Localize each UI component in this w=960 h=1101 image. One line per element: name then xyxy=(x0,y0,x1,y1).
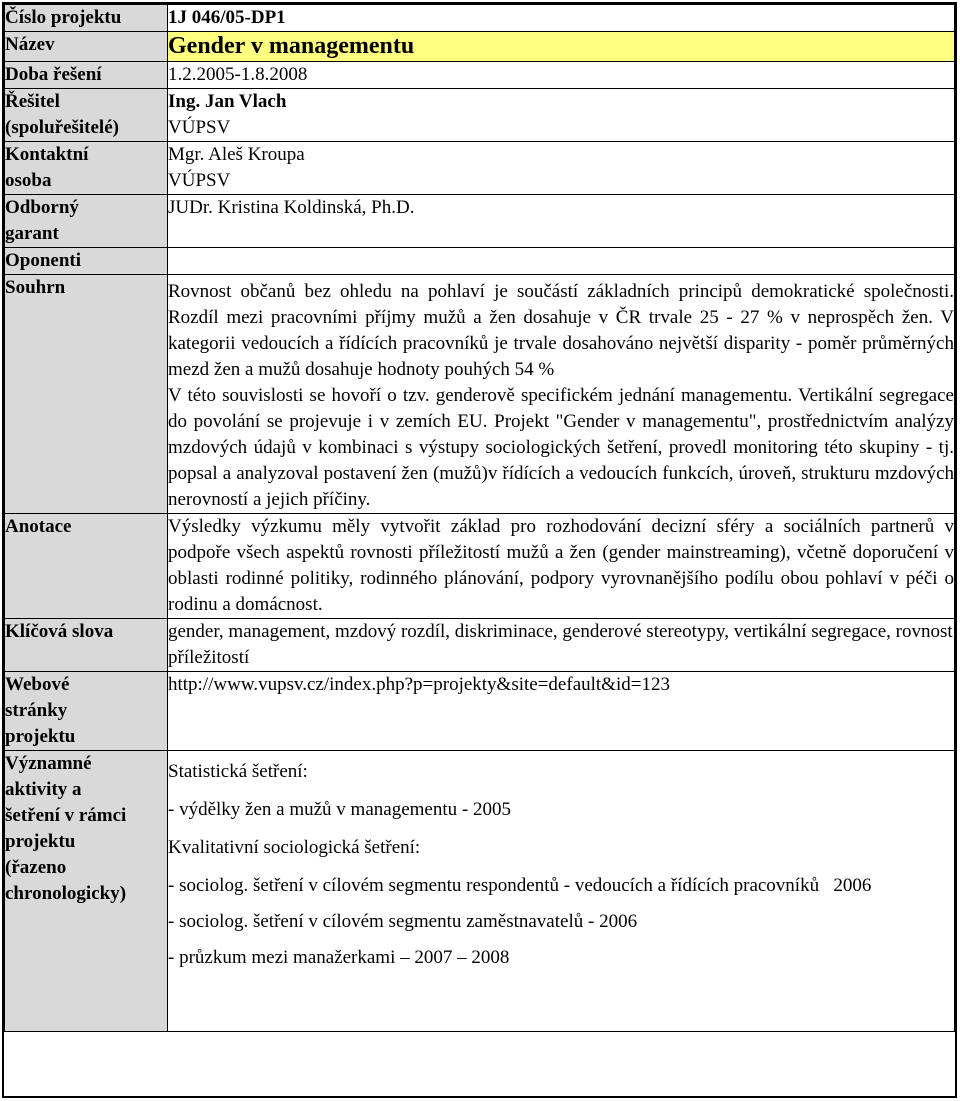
label-aktivity-line6: chronologicky) xyxy=(5,883,127,904)
aktivity-item: - sociolog. šetření v cílovém segmentu respondentů - vedoucích a řídících pracovníků 2006 xyxy=(168,875,872,896)
row-nazev xyxy=(5,32,955,62)
row-anotace xyxy=(5,514,955,619)
value-klicova-slova: gender, management, mzdový rozdíl, diskriminace, genderové stereotypy, vertikální segregace, rovnost příležitostí xyxy=(168,619,955,672)
label-resitel-line2: (spoluřešitelé) xyxy=(5,117,119,138)
project-url-link[interactable]: http://www.vupsv.cz/index.php?p=projekty&site=default&id=123 xyxy=(168,674,670,695)
value-anotace: Výsledky výzkumu měly vytvořit základ pro rozhodování decizní sféry a sociálních partnerů v podpoře všech aspektů rovnosti příležitostí mužů a žen (gender mainstreaming), včetně doporučení v oblasti rodinné politiky, rodinného plánování, podpory vyrovnanějšího podílu obou pohlaví v péči o rodinu a domácnost. xyxy=(168,514,955,619)
label-garant-line1: Odborný xyxy=(5,197,79,218)
kontakt-name: Mgr. Aleš Kroupa xyxy=(168,144,305,165)
project-table xyxy=(4,4,955,1032)
row-souhrn xyxy=(5,275,955,514)
label-webove-line1: Webové xyxy=(5,674,70,695)
value-kontaktni-osoba xyxy=(168,142,955,195)
value-doba-reseni: 1.2.2005-1.8.2008 xyxy=(168,62,955,89)
label-kontakt-line1: Kontaktní xyxy=(5,144,89,165)
value-webove-stranky xyxy=(168,672,955,751)
label-cislo-projektu: Číslo projektu xyxy=(5,5,168,32)
row-resitel xyxy=(5,89,955,142)
label-aktivity-line1: Významné xyxy=(5,753,92,774)
label-doba-reseni: Doba řešení xyxy=(5,62,168,89)
label-aktivity-line4: projektu xyxy=(5,831,76,852)
value-vyznamne-aktivity xyxy=(168,751,955,1032)
project-sheet xyxy=(2,2,957,1098)
label-resitel xyxy=(5,89,168,142)
label-vyznamne-aktivity xyxy=(5,751,168,1032)
label-aktivity-line3: šetření v rámci xyxy=(5,805,127,826)
aktivity-item: Kvalitativní sociologická šetření: xyxy=(168,837,421,858)
label-oponenti: Oponenti xyxy=(5,248,168,275)
value-odborny-garant: JUDr. Kristina Koldinská, Ph.D. xyxy=(168,195,955,248)
row-doba xyxy=(5,62,955,89)
label-resitel-line1: Řešitel xyxy=(5,91,60,112)
label-nazev: Název xyxy=(5,32,168,62)
row-oponenti xyxy=(5,248,955,275)
souhrn-paragraph-1: Rovnost občanů bez ohledu na pohlaví je součástí základních principů demokratické společnosti. Rozdíl mezi pracovními příjmy mužů a žen dosahuje v ČR trvale 25 - 27 % v neprospěch žen. V kategorii vedoucích a řídících pracovníků je trvale dosahováno největší disparity - poměr průměrných mezd žen a mužů dosahuje hodnoty pouhých 54 % xyxy=(168,281,954,380)
label-webove-line2: stránky xyxy=(5,700,68,721)
row-cislo xyxy=(5,5,955,32)
row-kontakt xyxy=(5,142,955,195)
value-oponenti xyxy=(168,248,955,275)
souhrn-paragraph-2: V této souvislosti se hovoří o tzv. genderově specifickém jednání managementu. Vertikální segregace do povolání se projevuje i v zemích EU. Projekt "Gender v managementu", prostřednictvím analýzy mzdových údajů v kombinaci s výstupy sociologických šetření, provedl monitoring této skupiny - tj. popsal a analyzoval postavení žen (mužů)v řídících a vedoucích funkcích, úroveň, strukturu mzdových nerovností a jejich příčiny. xyxy=(168,385,954,510)
label-kontakt-line2: osoba xyxy=(5,170,52,191)
project-title: Gender v managementu xyxy=(168,33,415,59)
label-aktivity-line5: (řazeno xyxy=(5,857,67,878)
label-souhrn: Souhrn xyxy=(5,275,168,514)
value-resitel xyxy=(168,89,955,142)
aktivity-item: - sociolog. šetření v cílovém segmentu zaměstnavatelů - 2006 xyxy=(168,911,638,932)
label-kontaktni-osoba xyxy=(5,142,168,195)
resitel-name: Ing. Jan Vlach xyxy=(168,91,287,112)
label-garant-line2: garant xyxy=(5,223,59,244)
value-nazev xyxy=(168,32,955,62)
row-klicova-slova xyxy=(5,619,955,672)
label-anotace: Anotace xyxy=(5,514,168,619)
value-cislo-projektu: 1J 046/05-DP1 xyxy=(168,5,955,32)
aktivity-item: - výdělky žen a mužů v managementu - 2005 xyxy=(168,799,511,820)
kontakt-org: VÚPSV xyxy=(168,170,231,191)
row-aktivity xyxy=(5,751,955,1032)
label-odborny-garant xyxy=(5,195,168,248)
label-webove-stranky xyxy=(5,672,168,751)
row-webove-stranky xyxy=(5,672,955,751)
resitel-org: VÚPSV xyxy=(168,117,231,138)
label-klicova-slova: Klíčová slova xyxy=(5,619,168,672)
aktivity-item: - průzkum mezi manažerkami – 2007 – 2008 xyxy=(168,947,510,968)
value-souhrn xyxy=(168,275,955,514)
label-webove-line3: projektu xyxy=(5,726,76,747)
label-aktivity-line2: aktivity a xyxy=(5,779,82,800)
row-garant xyxy=(5,195,955,248)
aktivity-item: Statistická šetření: xyxy=(168,761,308,782)
